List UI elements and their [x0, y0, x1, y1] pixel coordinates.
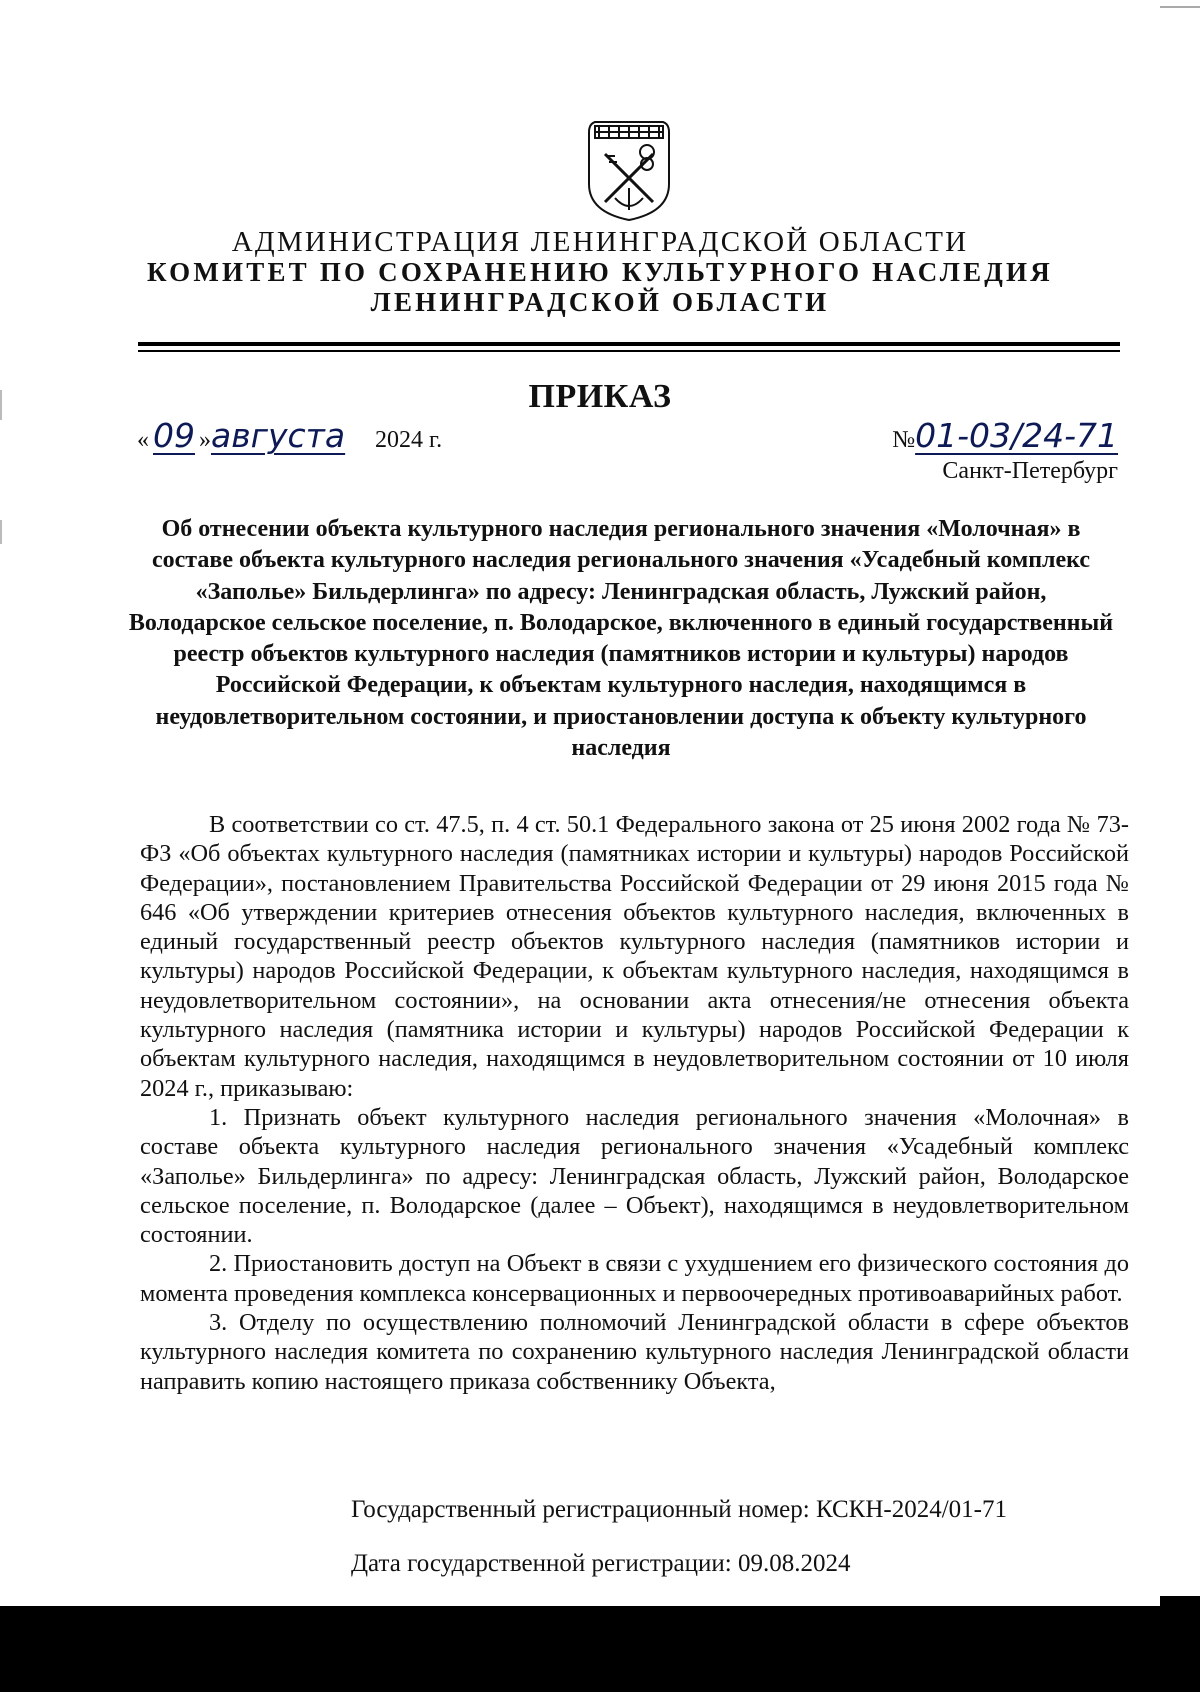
- order-number: [892, 416, 1118, 455]
- administration-title: АДМИНИСТРАЦИЯ ЛЕНИНГРАДСКОЙ ОБЛАСТИ: [231, 226, 969, 258]
- order-number-handwritten: 01-03/24-71: [915, 416, 1118, 455]
- document-type-title: ПРИКАЗ: [528, 378, 672, 415]
- date-close-quote: »: [199, 427, 211, 453]
- order-city: Санкт-Петербург: [942, 458, 1118, 484]
- header-divider-thick: [138, 342, 1120, 346]
- date-year: 2024 г.: [375, 427, 443, 453]
- order-subject: Об отнесении объекта культурного наследия регионального значения «Молочная» в составе объекта культурного наследия регионального значения «Усадебный комплекс «Заполье» Бильдерлинга» по адресу: Ленинградская область, Лужский район, Володарское сельское поселение, п. Володарское, включенного в единый государственный реестр объектов культурного наследия (памятников истории и культуры) народов Российской Федерации, к объектам культурного наследия, находящимся в неудовлетворительном состоянии, и приостановлении доступа к объекту культурного наследия: [128, 516, 1114, 762]
- scan-dark-bottom-band: [0, 1606, 1200, 1692]
- clause-2: 2. Приостановить доступ на Объект в связи с ухудшением его физического состояния до момента проведения комплекса консервационных и первоочередных противоаварийных работ.: [140, 1250, 1129, 1307]
- clause-3: 3. Отделу по осуществлению полномочий Ленинградской области в сфере объектов культурного наследия комитета по сохранению культурного наследия Ленинградской области направить копию настоящего приказа собственнику Объекта,: [140, 1309, 1129, 1395]
- registration-number: Государственный регистрационный номер: КСКН-2024/01-71: [351, 1496, 1008, 1523]
- registration-date: Дата государственной регистрации: 09.08.2024: [351, 1550, 851, 1577]
- scan-edge-mark: [1160, 6, 1200, 8]
- committee-region: ЛЕНИНГРАДСКОЙ ОБЛАСТИ: [370, 287, 830, 317]
- coat-of-arms-icon: [585, 118, 673, 224]
- date-open-quote: «: [137, 427, 149, 453]
- clause-1: 1. Признать объект культурного наследия регионального значения «Молочная» в составе объекта культурного наследия регионального значения «Усадебный комплекс «Заполье» Бильдерлинга» по адресу: Ленинградская область, Лужский район, Володарское сельское поселение, п. Володарское (далее – Объект), находящимся в неудовлетворительном состоянии.: [140, 1103, 1129, 1249]
- scan-edge-mark: [0, 520, 2, 544]
- order-date: [137, 416, 442, 455]
- number-sign: №: [892, 427, 916, 453]
- preamble-paragraph: В соответствии со ст. 47.5, п. 4 ст. 50.1 Федерального закона от 25 июня 2002 года № 73-ФЗ «Об объектах культурного наследия (памятниках истории и культуры) народов Российской Федерации», постановлением Правительства Российской Федерации от 29 июня 2015 года № 646 «Об утверждении критериев отнесения объектов культурного наследия, включенных в единый государственный реестр объектов культурного наследия (памятников истории и культуры) народов Российской Федерации, к объектам культурного наследия, находящимся в неудовлетворительном состоянии», на основании акта отнесения/не отнесения объекта культурного наследия (памятника истории и культуры) народов Российской Федерации к объектам культурного наследия, находящимся в неудовлетворительном состоянии от 10 июля 2024 г., приказываю:: [140, 811, 1129, 1102]
- order-body: [140, 810, 1129, 1396]
- committee-title: КОМИТЕТ ПО СОХРАНЕНИЮ КУЛЬТУРНОГО НАСЛЕДИЯ: [147, 257, 1053, 287]
- date-month-handwritten: августа: [211, 416, 346, 455]
- date-day-handwritten: 09: [153, 416, 195, 455]
- header-divider-thin: [138, 350, 1120, 352]
